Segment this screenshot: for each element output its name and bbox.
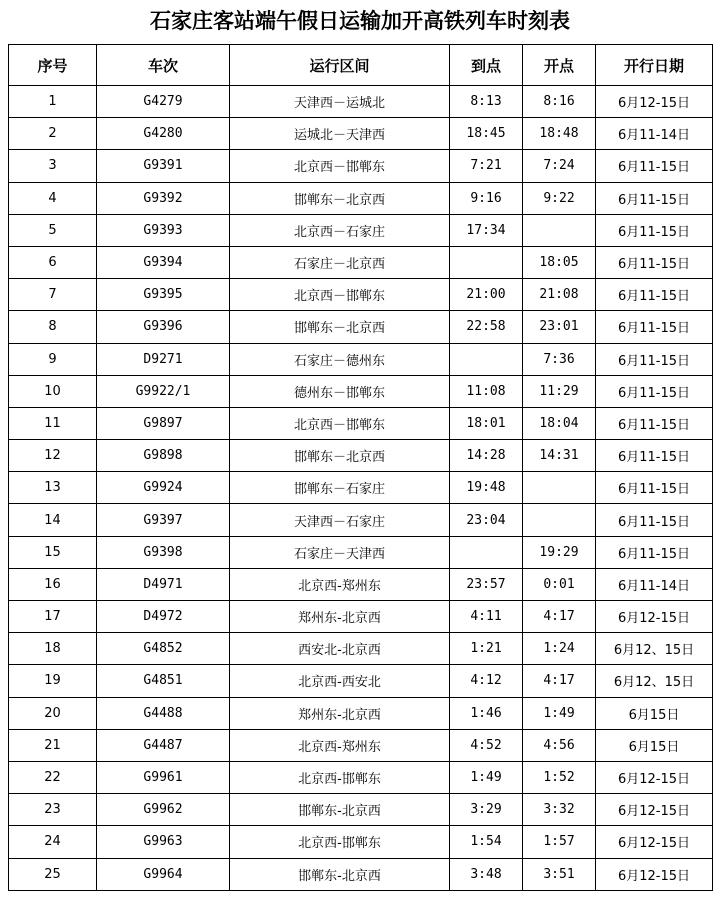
header-arrival: 到点 xyxy=(450,45,523,86)
header-index: 序号 xyxy=(9,45,97,86)
cell-departure: 0:01 xyxy=(523,568,596,600)
cell-arrival: 18:45 xyxy=(450,118,523,150)
cell-train-number: G9391 xyxy=(97,150,230,182)
cell-arrival: 3:29 xyxy=(450,794,523,826)
cell-route: 北京西－邯郸东 xyxy=(230,279,450,311)
cell-dates: 6月11-15日 xyxy=(596,150,713,182)
table-row xyxy=(9,858,713,890)
cell-route: 北京西－邯郸东 xyxy=(230,150,450,182)
cell-departure: 19:29 xyxy=(523,536,596,568)
table-row xyxy=(9,150,713,182)
table-row xyxy=(9,633,713,665)
cell-train-number: G9964 xyxy=(97,858,230,890)
cell-index: 9 xyxy=(9,343,97,375)
cell-train-number: G9397 xyxy=(97,504,230,536)
cell-route: 运城北－天津西 xyxy=(230,118,450,150)
cell-dates: 6月11-15日 xyxy=(596,536,713,568)
cell-train-number: G9961 xyxy=(97,761,230,793)
cell-dates: 6月11-14日 xyxy=(596,118,713,150)
cell-index: 5 xyxy=(9,214,97,246)
cell-train-number: D4971 xyxy=(97,568,230,600)
cell-arrival: 7:21 xyxy=(450,150,523,182)
cell-arrival: 22:58 xyxy=(450,311,523,343)
table-row xyxy=(9,214,713,246)
cell-arrival: 4:12 xyxy=(450,665,523,697)
table-row xyxy=(9,826,713,858)
cell-route: 邯郸东－北京西 xyxy=(230,440,450,472)
cell-train-number: G9394 xyxy=(97,246,230,278)
cell-departure: 3:32 xyxy=(523,794,596,826)
cell-index: 24 xyxy=(9,826,97,858)
header-train-number: 车次 xyxy=(97,45,230,86)
cell-dates: 6月11-15日 xyxy=(596,375,713,407)
cell-route: 北京西－邯郸东 xyxy=(230,407,450,439)
cell-departure: 18:48 xyxy=(523,118,596,150)
cell-route: 邯郸东－石家庄 xyxy=(230,472,450,504)
cell-index: 19 xyxy=(9,665,97,697)
cell-arrival: 14:28 xyxy=(450,440,523,472)
cell-departure: 14:31 xyxy=(523,440,596,472)
cell-index: 20 xyxy=(9,697,97,729)
cell-index: 3 xyxy=(9,150,97,182)
cell-route: 西安北-北京西 xyxy=(230,633,450,665)
header-route: 运行区间 xyxy=(230,45,450,86)
cell-dates: 6月11-15日 xyxy=(596,214,713,246)
cell-arrival: 17:34 xyxy=(450,214,523,246)
cell-departure: 21:08 xyxy=(523,279,596,311)
table-row xyxy=(9,279,713,311)
cell-dates: 6月12、15日 xyxy=(596,633,713,665)
cell-index: 1 xyxy=(9,86,97,118)
cell-arrival xyxy=(450,536,523,568)
cell-index: 18 xyxy=(9,633,97,665)
cell-departure: 18:05 xyxy=(523,246,596,278)
cell-arrival xyxy=(450,246,523,278)
cell-dates: 6月12-15日 xyxy=(596,826,713,858)
cell-route: 天津西－运城北 xyxy=(230,86,450,118)
cell-train-number: D4972 xyxy=(97,601,230,633)
cell-index: 2 xyxy=(9,118,97,150)
cell-index: 11 xyxy=(9,407,97,439)
table-row xyxy=(9,761,713,793)
cell-train-number: G4852 xyxy=(97,633,230,665)
cell-train-number: G4487 xyxy=(97,729,230,761)
cell-arrival: 8:13 xyxy=(450,86,523,118)
cell-route: 石家庄－德州东 xyxy=(230,343,450,375)
cell-index: 13 xyxy=(9,472,97,504)
cell-route: 石家庄－北京西 xyxy=(230,246,450,278)
cell-departure: 23:01 xyxy=(523,311,596,343)
cell-departure: 18:04 xyxy=(523,407,596,439)
cell-arrival: 1:54 xyxy=(450,826,523,858)
cell-train-number: G9963 xyxy=(97,826,230,858)
cell-departure: 4:17 xyxy=(523,601,596,633)
cell-dates: 6月15日 xyxy=(596,729,713,761)
cell-arrival: 4:11 xyxy=(450,601,523,633)
cell-index: 12 xyxy=(9,440,97,472)
cell-dates: 6月11-15日 xyxy=(596,279,713,311)
table-row xyxy=(9,118,713,150)
cell-arrival: 4:52 xyxy=(450,729,523,761)
cell-index: 14 xyxy=(9,504,97,536)
cell-train-number: G4279 xyxy=(97,86,230,118)
cell-index: 7 xyxy=(9,279,97,311)
cell-departure: 7:36 xyxy=(523,343,596,375)
table-row xyxy=(9,440,713,472)
cell-departure xyxy=(523,472,596,504)
cell-departure: 11:29 xyxy=(523,375,596,407)
cell-dates: 6月11-15日 xyxy=(596,407,713,439)
cell-index: 6 xyxy=(9,246,97,278)
cell-departure: 4:17 xyxy=(523,665,596,697)
cell-train-number: G9393 xyxy=(97,214,230,246)
table-row xyxy=(9,246,713,278)
cell-train-number: G9924 xyxy=(97,472,230,504)
cell-index: 4 xyxy=(9,182,97,214)
header-departure: 开点 xyxy=(523,45,596,86)
cell-index: 10 xyxy=(9,375,97,407)
table-row xyxy=(9,343,713,375)
cell-arrival: 1:46 xyxy=(450,697,523,729)
cell-departure xyxy=(523,504,596,536)
cell-dates: 6月11-14日 xyxy=(596,568,713,600)
cell-departure: 3:51 xyxy=(523,858,596,890)
table-row xyxy=(9,407,713,439)
cell-route: 邯郸东-北京西 xyxy=(230,794,450,826)
cell-route: 德州东－邯郸东 xyxy=(230,375,450,407)
cell-index: 23 xyxy=(9,794,97,826)
cell-departure: 1:49 xyxy=(523,697,596,729)
cell-train-number: G9398 xyxy=(97,536,230,568)
cell-arrival: 18:01 xyxy=(450,407,523,439)
cell-route: 北京西-邯郸东 xyxy=(230,761,450,793)
cell-departure: 7:24 xyxy=(523,150,596,182)
cell-arrival xyxy=(450,343,523,375)
cell-index: 15 xyxy=(9,536,97,568)
cell-dates: 6月12-15日 xyxy=(596,601,713,633)
cell-route: 邯郸东－北京西 xyxy=(230,311,450,343)
cell-index: 16 xyxy=(9,568,97,600)
cell-route: 邯郸东－北京西 xyxy=(230,182,450,214)
table-row xyxy=(9,729,713,761)
cell-route: 北京西-西安北 xyxy=(230,665,450,697)
cell-arrival: 23:57 xyxy=(450,568,523,600)
cell-dates: 6月11-15日 xyxy=(596,311,713,343)
cell-train-number: G9392 xyxy=(97,182,230,214)
cell-route: 北京西-邯郸东 xyxy=(230,826,450,858)
cell-train-number: G9396 xyxy=(97,311,230,343)
cell-departure: 4:56 xyxy=(523,729,596,761)
cell-train-number: G4851 xyxy=(97,665,230,697)
cell-route: 郑州东-北京西 xyxy=(230,601,450,633)
table-row xyxy=(9,472,713,504)
cell-train-number: D9271 xyxy=(97,343,230,375)
cell-arrival: 1:49 xyxy=(450,761,523,793)
header-row xyxy=(9,45,713,86)
table-row xyxy=(9,794,713,826)
cell-dates: 6月11-15日 xyxy=(596,504,713,536)
cell-route: 邯郸东-北京西 xyxy=(230,858,450,890)
table-row xyxy=(9,311,713,343)
cell-dates: 6月12-15日 xyxy=(596,86,713,118)
cell-departure: 9:22 xyxy=(523,182,596,214)
cell-index: 8 xyxy=(9,311,97,343)
cell-train-number: G4488 xyxy=(97,697,230,729)
table-row xyxy=(9,504,713,536)
cell-departure: 1:24 xyxy=(523,633,596,665)
cell-dates: 6月12-15日 xyxy=(596,794,713,826)
cell-departure: 1:57 xyxy=(523,826,596,858)
table-row xyxy=(9,665,713,697)
cell-route: 北京西-郑州东 xyxy=(230,568,450,600)
cell-dates: 6月12-15日 xyxy=(596,858,713,890)
cell-train-number: G9897 xyxy=(97,407,230,439)
cell-route: 北京西-郑州东 xyxy=(230,729,450,761)
cell-departure: 1:52 xyxy=(523,761,596,793)
cell-route: 石家庄－天津西 xyxy=(230,536,450,568)
cell-dates: 6月12、15日 xyxy=(596,665,713,697)
cell-dates: 6月11-15日 xyxy=(596,343,713,375)
table-row xyxy=(9,182,713,214)
cell-route: 天津西－石家庄 xyxy=(230,504,450,536)
cell-index: 17 xyxy=(9,601,97,633)
cell-train-number: G9898 xyxy=(97,440,230,472)
cell-dates: 6月15日 xyxy=(596,697,713,729)
cell-train-number: G9922/1 xyxy=(97,375,230,407)
cell-dates: 6月11-15日 xyxy=(596,472,713,504)
cell-arrival: 3:48 xyxy=(450,858,523,890)
page-title: 石家庄客站端午假日运输加开高铁列车时刻表 xyxy=(150,8,570,33)
cell-index: 21 xyxy=(9,729,97,761)
table-row xyxy=(9,568,713,600)
cell-arrival: 21:00 xyxy=(450,279,523,311)
table-row xyxy=(9,536,713,568)
table-row xyxy=(9,86,713,118)
cell-index: 22 xyxy=(9,761,97,793)
header-dates: 开行日期 xyxy=(596,45,713,86)
cell-arrival: 19:48 xyxy=(450,472,523,504)
cell-route: 郑州东-北京西 xyxy=(230,697,450,729)
cell-train-number: G4280 xyxy=(97,118,230,150)
cell-arrival: 9:16 xyxy=(450,182,523,214)
cell-arrival: 1:21 xyxy=(450,633,523,665)
cell-departure xyxy=(523,214,596,246)
cell-dates: 6月11-15日 xyxy=(596,182,713,214)
cell-index: 25 xyxy=(9,858,97,890)
cell-dates: 6月11-15日 xyxy=(596,246,713,278)
cell-train-number: G9395 xyxy=(97,279,230,311)
table-row xyxy=(9,697,713,729)
table-row xyxy=(9,601,713,633)
timetable xyxy=(8,44,713,891)
cell-dates: 6月12-15日 xyxy=(596,761,713,793)
table-row xyxy=(9,375,713,407)
cell-arrival: 23:04 xyxy=(450,504,523,536)
cell-arrival: 11:08 xyxy=(450,375,523,407)
cell-route: 北京西－石家庄 xyxy=(230,214,450,246)
cell-dates: 6月11-15日 xyxy=(596,440,713,472)
cell-train-number: G9962 xyxy=(97,794,230,826)
cell-departure: 8:16 xyxy=(523,86,596,118)
